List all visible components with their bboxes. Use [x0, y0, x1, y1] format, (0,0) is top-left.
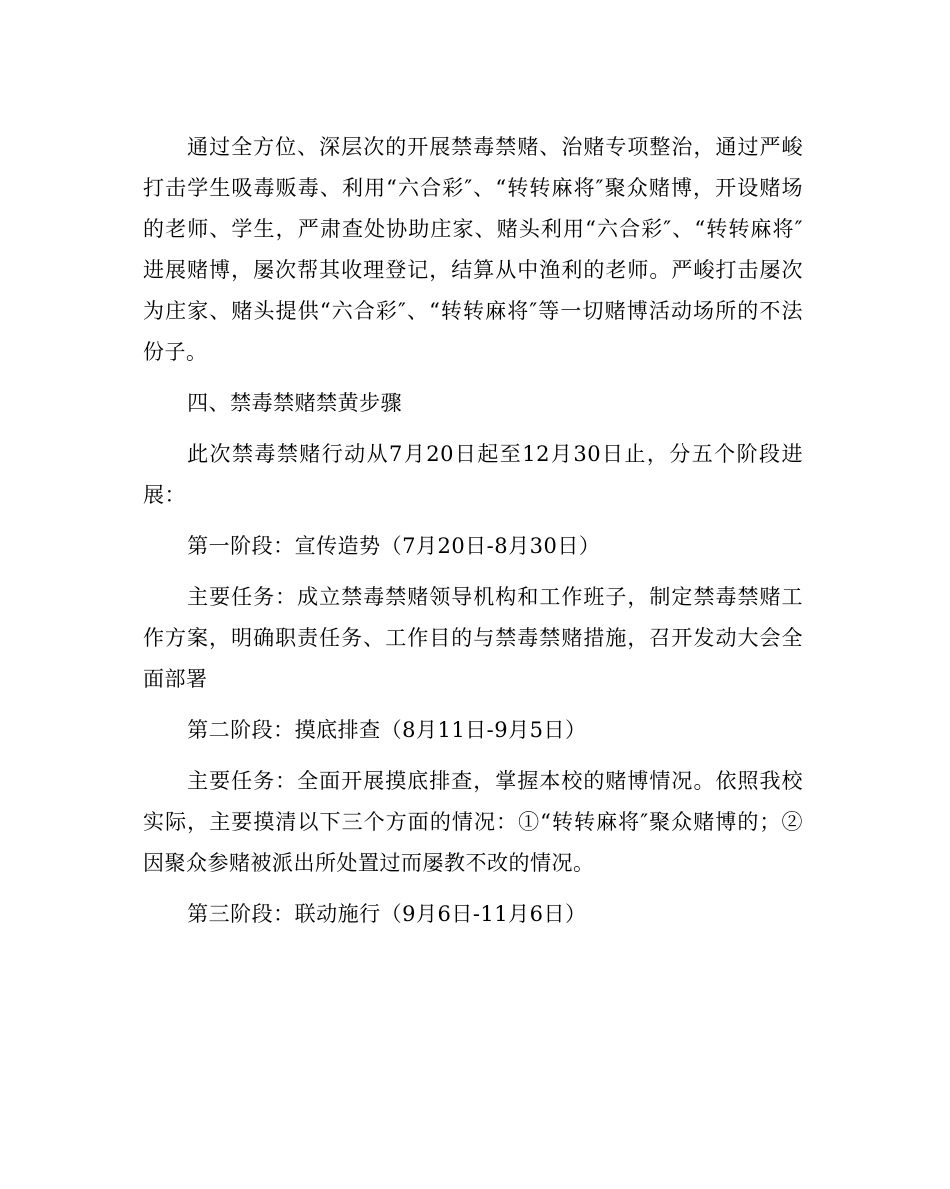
section-heading-steps: 四、禁毒禁赌禁黄步骤	[187, 391, 403, 415]
paragraph-action-period: 此次禁毒禁赌行动从7月20日起至12月30日止，分五个阶段进展：	[143, 442, 803, 507]
stage-one-tasks: 主要任务：成立禁毒禁赌领导机构和工作班子，制定禁毒禁赌工作方案，明确职责任务、工作目的与禁毒禁赌措施，召开发动大会全面部署	[143, 585, 803, 691]
stage-one-heading: 第一阶段：宣传造势（7月20日-8月30日）	[187, 534, 601, 558]
stage-three-heading: 第三阶段：联动施行（9月6日-11月6日）	[187, 902, 587, 926]
stage-two-heading: 第二阶段：摸底排查（8月11日-9月5日）	[187, 718, 587, 742]
paragraph-campaign-summary: 通过全方位、深层次的开展禁毒禁赌、治赌专项整治，通过严峻打击学生吸毒贩毒、利用“六合彩″、“转转麻将″聚众赌博，开设赌场的老师、学生，严肃查处协助庄家、赌头利用“六合彩″、“转转麻将″进展赌博，屡次帮其收理登记，结算从中渔利的老师。严峻打击屡次为庄家、赌头提供“六合彩″、“转转麻将″等一切赌博活动场所的不法份子。	[143, 135, 803, 364]
stage-two-tasks: 主要任务：全面开展摸底排查，掌握本校的赌博情况。依照我校实际，主要摸清以下三个方面的情况：①“转转麻将″聚众赌博的；②因聚众参赌被派出所处置过而屡教不改的情况。	[143, 769, 803, 875]
document-page	[143, 127, 803, 945]
